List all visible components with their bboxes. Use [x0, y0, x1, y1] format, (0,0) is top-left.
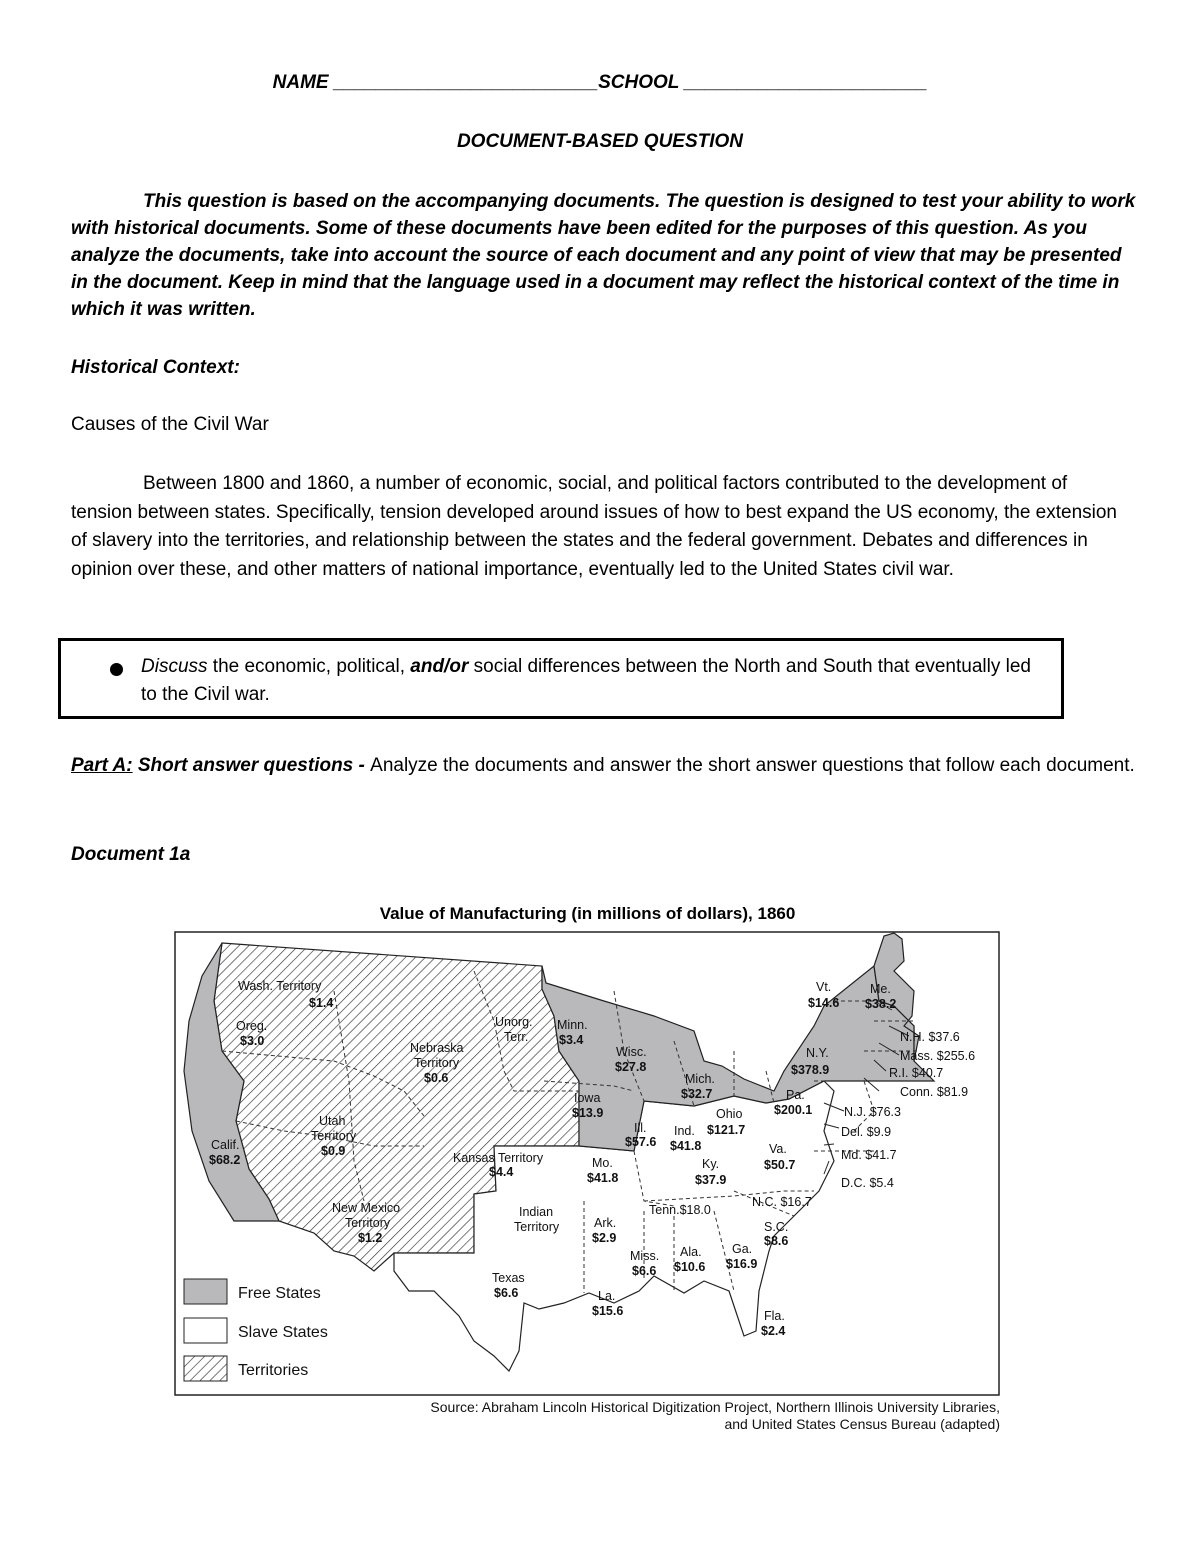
label-la: La.	[598, 1289, 616, 1303]
label-oreg-val: $3.0	[240, 1034, 265, 1048]
label-ohio-val: $121.7	[707, 1123, 746, 1137]
label-utah2: Territory	[311, 1129, 357, 1143]
task-box	[58, 638, 1064, 719]
document-label: Document 1a	[71, 844, 191, 865]
label-fla-val: $2.4	[761, 1324, 786, 1338]
label-iowa-val: $13.9	[572, 1106, 604, 1120]
topic-title: Causes of the Civil War	[71, 414, 269, 435]
map-source	[300, 1399, 1000, 1433]
label-neb: Nebraska	[410, 1041, 464, 1055]
task-emphasis: and/or	[410, 656, 469, 677]
label-fla: Fla.	[764, 1309, 785, 1323]
label-me: Me.	[870, 982, 891, 996]
label-minn-val: $3.4	[559, 1033, 584, 1047]
label-miss-val: $6.6	[632, 1264, 657, 1278]
map-legend	[184, 1279, 328, 1381]
label-miss: Miss.	[630, 1249, 660, 1263]
context-text: Between 1800 and 1860, a number of economic, social, and political factors contributed to the development of tension between states. Specifically, tension developed around issues of how to best expand the US economy, the extension of slavery into the territories, and relationship between the states and the federal government. Debates and differences in opinion over these, and other matters of national importance, eventually led to the United States civil war.	[71, 473, 1118, 580]
label-calif-val: $68.2	[209, 1153, 241, 1167]
label-ill: Ill.	[634, 1121, 647, 1135]
label-mich-val: $32.7	[681, 1087, 713, 1101]
label-wash-val: $1.4	[309, 996, 334, 1010]
label-ny-val: $378.9	[791, 1063, 830, 1077]
label-ky: Ky.	[702, 1157, 720, 1171]
task-text	[141, 653, 1051, 709]
label-tenn: Tenn.$18.0	[649, 1203, 711, 1217]
label-ky-val: $37.9	[695, 1173, 727, 1187]
label-indian2: Territory	[514, 1220, 560, 1234]
label-neb-val: $0.6	[424, 1071, 449, 1085]
label-mass: Mass. $255.6	[900, 1049, 976, 1063]
label-dc: D.C. $5.4	[841, 1176, 894, 1190]
label-ala-val: $10.6	[674, 1260, 706, 1274]
name-school-line	[0, 72, 1200, 94]
label-kansas-val: $4.4	[489, 1165, 514, 1179]
label-ill-val: $57.6	[625, 1135, 657, 1149]
us-manufacturing-map	[174, 931, 1000, 1396]
label-nm2: Territory	[345, 1216, 391, 1230]
label-kansas: Kansas Territory	[453, 1151, 544, 1165]
label-wisc-val: $27.8	[615, 1060, 647, 1074]
label-conn: Conn. $81.9	[900, 1085, 969, 1099]
label-pa: Pa.	[786, 1088, 805, 1102]
label-sc: S.C.	[764, 1220, 789, 1234]
intro-text: This question is based on the accompanying documents. The question is designed to test your ability to work with historical documents. Some of these documents have been edited for the purposes of this question. As you analyze the documents, take into account the source of each document and any point of view that may be presented in the document. Keep in mind that the language used in a document may reflect the historical context of the time in which it was written.	[71, 191, 1136, 320]
task-text-b: social differences between the North and South that eventually led to the Civil war.	[141, 656, 1031, 705]
label-ark-val: $2.9	[592, 1231, 617, 1245]
label-texas-val: $6.6	[494, 1286, 519, 1300]
label-ohio: Ohio	[716, 1107, 743, 1121]
name-blank[interactable]: _________________________	[333, 72, 599, 93]
label-del: Del. $9.9	[841, 1125, 892, 1139]
label-ark: Ark.	[594, 1216, 617, 1230]
label-ind: Ind.	[674, 1124, 695, 1138]
legend-swatch-free	[184, 1279, 227, 1304]
label-nc: N.C. $16.7	[752, 1195, 812, 1209]
label-ga: Ga.	[732, 1242, 753, 1256]
legend-swatch-slave	[184, 1318, 227, 1343]
label-utah-val: $0.9	[321, 1144, 346, 1158]
intro-paragraph	[71, 188, 1136, 323]
label-wash: Wash. Territory	[238, 979, 322, 993]
task-verb: Discuss	[141, 656, 208, 677]
label-calif: Calif.	[211, 1138, 240, 1152]
label-ala: Ala.	[680, 1245, 702, 1259]
label-neb2: Territory	[414, 1056, 460, 1070]
label-vt: Vt.	[816, 980, 832, 994]
part-a-text: Analyze the documents and answer the short answer questions that follow each document.	[370, 755, 1135, 776]
label-ri: R.I. $40.7	[889, 1066, 944, 1080]
label-mich: Mich.	[685, 1072, 715, 1086]
school-label: SCHOOL	[598, 72, 685, 93]
label-texas: Texas	[492, 1271, 525, 1285]
label-iowa: Iowa	[574, 1091, 601, 1105]
task-text-a: the economic, political,	[207, 656, 411, 677]
legend-territories: Territories	[238, 1362, 309, 1379]
part-a-label: Part A:	[71, 755, 133, 776]
context-paragraph	[71, 470, 1131, 584]
bullet-icon	[110, 663, 123, 676]
label-nh: N.H. $37.6	[900, 1030, 960, 1044]
label-la-val: $15.6	[592, 1304, 624, 1318]
label-indian: Indian	[519, 1205, 554, 1219]
label-vt-val: $14.6	[808, 996, 840, 1010]
legend-slave: Slave States	[238, 1324, 328, 1341]
label-md: Md. $41.7	[841, 1148, 897, 1162]
legend-free: Free States	[238, 1285, 321, 1302]
legend-swatch-territories	[184, 1356, 227, 1381]
label-nm: New Mexico	[332, 1201, 401, 1215]
label-va: Va.	[769, 1142, 787, 1156]
part-a-title: Short answer questions -	[132, 755, 371, 776]
school-blank[interactable]: _______________________	[684, 72, 928, 93]
label-minn: Minn.	[557, 1018, 588, 1032]
source-line-1: Source: Abraham Lincoln Historical Digitization Project, Northern Illinois University Libraries,	[430, 1399, 1000, 1415]
historical-context-heading: Historical Context:	[71, 357, 240, 378]
part-a-instructions	[71, 750, 1136, 782]
label-unorg2: Terr.	[504, 1030, 529, 1044]
page-title: DOCUMENT-BASED QUESTION	[456, 131, 744, 152]
label-me-val: $38.2	[865, 997, 897, 1011]
label-pa-val: $200.1	[774, 1103, 813, 1117]
label-unorg: Unorg.	[495, 1015, 533, 1029]
label-nj: N.J. $76.3	[844, 1105, 901, 1119]
label-sc-val: $8.6	[764, 1234, 789, 1248]
label-ny: N.Y.	[806, 1046, 829, 1060]
label-nm-val: $1.2	[358, 1231, 383, 1245]
source-line-2: and United States Census Bureau (adapted)	[724, 1416, 1000, 1432]
label-mo-val: $41.8	[587, 1171, 619, 1185]
label-ga-val: $16.9	[726, 1257, 758, 1271]
label-wisc: Wisc.	[616, 1045, 647, 1059]
label-ind-val: $41.8	[670, 1139, 702, 1153]
label-va-val: $50.7	[764, 1158, 796, 1172]
map-title: Value of Manufacturing (in millions of dollars), 1860	[379, 904, 796, 923]
label-utah: Utah	[319, 1114, 346, 1128]
name-label: NAME	[272, 72, 334, 93]
label-mo: Mo.	[592, 1156, 613, 1170]
label-oreg: Oreg.	[236, 1019, 268, 1033]
